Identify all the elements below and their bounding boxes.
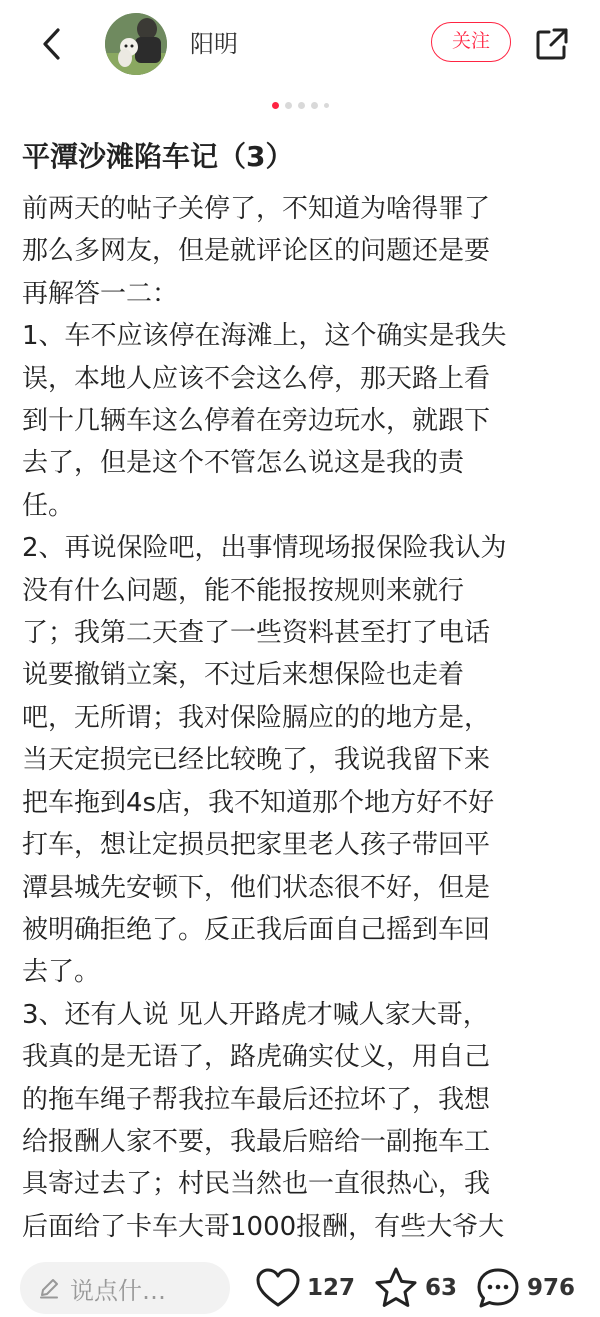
avatar[interactable] <box>105 13 167 75</box>
post-line: 没有什么问题，能不能报按规则来就行 <box>22 575 465 606</box>
post-line: 潭县城先安顿下，他们状态很不好，但是 <box>22 872 491 903</box>
post-line: 当天定损完已经比较晚了，我说我留下来 <box>22 745 491 776</box>
post-line: 打车，想让定损员把家里老人孩子带回平 <box>22 830 491 861</box>
like-count: 127 <box>307 1275 356 1301</box>
carousel-dot <box>285 102 292 109</box>
post-line: 1、车不应该停在海滩上，这个确实是我失 <box>22 321 507 352</box>
post-line: 被明确拒绝了。反正我后面自己摇到车回 <box>22 914 491 945</box>
collect-button[interactable] <box>373 1266 457 1310</box>
post-line: 任。 <box>22 490 75 521</box>
heart-icon <box>255 1267 301 1309</box>
post-line: 再解答一二： <box>22 278 179 309</box>
carousel-dot <box>311 102 318 109</box>
carousel-dot-active <box>272 102 279 109</box>
collect-count: 63 <box>425 1275 458 1301</box>
post-line: 到十几辆车这么停着在旁边玩水，就跟下 <box>22 406 491 437</box>
carousel-indicator <box>0 99 600 111</box>
comment-input[interactable] <box>20 1262 230 1314</box>
post-line: 去了。 <box>22 957 101 988</box>
post-line: 说要撤销立案，不过后来想保险也走着 <box>22 660 465 691</box>
carousel-dot <box>324 103 329 108</box>
share-button[interactable] <box>530 22 574 66</box>
post-line: 后面给了卡车大哥1000报酬，有些大爷大 <box>22 1211 505 1242</box>
bottom-action-bar <box>0 1256 600 1317</box>
post-line: 给报酬人家不要，我最后赔给一副拖车工 <box>22 1126 491 1157</box>
post-line: 具寄过去了；村民当然也一直很热心，我 <box>22 1169 491 1200</box>
chevron-left-icon <box>39 27 65 61</box>
carousel-dot <box>298 102 305 109</box>
top-bar <box>0 0 600 88</box>
comment-placeholder: 说点什… <box>70 1276 166 1305</box>
star-icon <box>373 1266 419 1310</box>
pencil-icon <box>38 1277 60 1299</box>
comment-button[interactable] <box>475 1266 575 1310</box>
post-line: 了；我第二天查了一些资料甚至打了电话 <box>22 618 491 649</box>
follow-button[interactable]: 关注 <box>431 22 511 62</box>
author-name[interactable]: 阳明 <box>190 30 238 58</box>
post-line: 2、再说保险吧，出事情现场报保险我认为 <box>22 533 507 564</box>
comment-count: 976 <box>527 1275 576 1301</box>
post-line: 误，本地人应该不会这么停，那天路上看 <box>22 363 491 394</box>
post-line: 那么多网友，但是就评论区的问题还是要 <box>22 236 491 267</box>
post-line: 3、还有人说 见人开路虎才喊人家大哥， <box>22 999 489 1030</box>
post-line: 吧，无所谓；我对保险膈应的的地方是， <box>22 702 491 733</box>
post-title: 平潭沙滩陷车记（3） <box>22 140 294 173</box>
post-body <box>22 188 578 1256</box>
post-line: 把车拖到4s店，我不知道那个地方好不好 <box>22 787 495 818</box>
post-line: 去了，但是这个不管怎么说这是我的责 <box>22 448 465 479</box>
comment-bubble-icon <box>475 1266 521 1310</box>
post-line: 我真的是无语了，路虎确实仗义，用自己 <box>22 1042 491 1073</box>
back-button[interactable] <box>30 22 74 66</box>
avatar-image <box>105 13 167 75</box>
like-button[interactable] <box>255 1266 355 1310</box>
share-icon <box>534 26 570 62</box>
post-line: 前两天的帖子关停了，不知道为啥得罪了 <box>22 194 491 224</box>
post-line: 的拖车绳子帮我拉车最后还拉坏了，我想 <box>22 1084 491 1115</box>
